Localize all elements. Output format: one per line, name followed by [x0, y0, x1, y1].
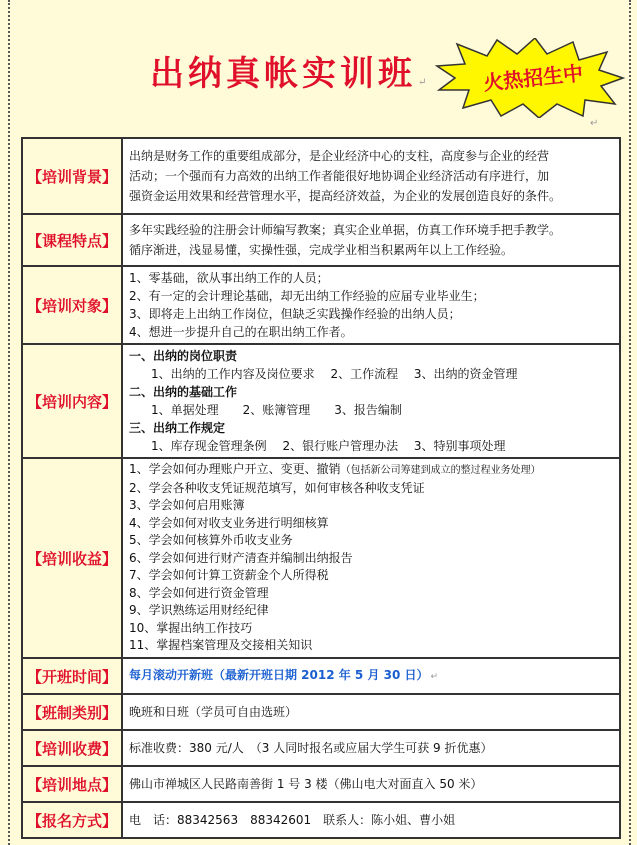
- label-fee: 【培训收费】: [22, 730, 122, 766]
- label-content: 【培训内容】: [22, 344, 122, 458]
- label-start-time: 【开班时间】: [22, 658, 122, 694]
- row-class-type: [22, 694, 620, 730]
- class-type-text: 晚班和日班（学员可自由选班）: [122, 694, 620, 730]
- audience-list: [122, 266, 620, 344]
- outline-heading: 三、出纳工作规定: [129, 421, 226, 435]
- paragraph-mark-icon: ↵: [430, 672, 439, 682]
- row-background: [22, 138, 620, 214]
- start-time-value: 每月滚动开新班（最新开班日期 2012 年 5 月 30 日）: [129, 668, 429, 682]
- row-content: [22, 344, 620, 458]
- features-line: 多年实践经验的注册会计师编写教案；真实企业单据，仿真工作环境手把手教学。: [129, 223, 562, 237]
- paragraph-mark-icon: ↵: [590, 118, 599, 129]
- features-line: 循序渐进，浅显易懂，实操性强，完成学业相当积累两年以上工作经验。: [129, 243, 514, 257]
- benefit-text: 1、学会如何办理账户开立、变更、撤销: [129, 462, 341, 477]
- row-benefits: [22, 458, 620, 658]
- list-item: 3、即将走上出纳工作岗位，但缺乏实践操作经验的出纳人员；: [129, 307, 461, 321]
- benefit-note: （包括新公司筹建到成立的整过程业务处理）: [340, 465, 541, 477]
- label-benefits: 【培训收益】: [22, 458, 122, 658]
- row-features: [22, 214, 620, 266]
- list-item: 2、学会各种收支凭证规范填写，如何审核各种收支凭证: [129, 480, 425, 495]
- list-item: 5、学会如何核算外币收支业务: [129, 533, 293, 548]
- outline-heading: 一、出纳的岗位职责: [129, 349, 238, 363]
- list-item: 4、想进一步提升自己的在职出纳工作者。: [129, 325, 353, 339]
- background-line: 活动；一个强而有力高效的出纳工作者能很好地协调企业经济活动有序进行，加: [129, 169, 550, 183]
- page-title: [150, 46, 426, 95]
- list-item: 6、学会如何进行财产清查并编制出纳报告: [129, 550, 353, 565]
- label-features: 【课程特点】: [22, 214, 122, 266]
- paragraph-mark-icon: ↵: [418, 77, 427, 88]
- list-item: [129, 461, 615, 480]
- row-register: [22, 802, 620, 838]
- list-item: 8、学会如何进行资金管理: [129, 585, 269, 600]
- list-item: 4、学会如何对收支业务进行明细核算: [129, 515, 329, 530]
- list-item: 9、学识熟练运用财经纪律: [129, 603, 269, 618]
- list-item: 2、有一定的会计理论基础，却无出纳工作经验的应届专业毕业生；: [129, 289, 485, 303]
- course-info-table: [21, 137, 621, 839]
- row-location: [22, 766, 620, 802]
- background-text: [122, 138, 620, 214]
- register-text: 电 话：88342563 88342601 联系人：陈小姐、曹小姐: [122, 802, 620, 838]
- content-outline: [122, 344, 620, 458]
- outline-items: 1、单据处理 2、账簿管理 3、报告编制: [151, 403, 402, 417]
- right-margin-guide: [629, 0, 631, 845]
- row-fee: [22, 730, 620, 766]
- outline-items: 1、出纳的工作内容及岗位要求 2、工作流程 3、出纳的资金管理: [151, 367, 518, 381]
- background-line: 强资金运用效果和经营管理水平，提高经济效益，为企业的发展创造良好的条件。: [129, 189, 562, 203]
- list-item: 7、学会如何计算工资薪金个人所得税: [129, 568, 329, 583]
- fee-text: 标准收费：380 元/人 （3 人同时报名或应届大学生可获 9 折优惠）: [122, 730, 620, 766]
- list-item: 11、掌握档案管理及交接相关知识: [129, 638, 313, 653]
- outline-heading: 二、出纳的基础工作: [129, 385, 238, 399]
- hot-enrollment-badge: [435, 38, 625, 118]
- list-item: 3、学会如何启用账簿: [129, 498, 245, 513]
- label-background: 【培训背景】: [22, 138, 122, 214]
- label-location: 【培训地点】: [22, 766, 122, 802]
- title-text: 出纳真帐实训班: [150, 54, 416, 94]
- left-margin-guide: [8, 0, 10, 845]
- background-line: 出纳是财务工作的重要组成部分，是企业经济中心的支柱，高度参与企业的经营: [129, 149, 550, 163]
- outline-items: 1、库存现金管理条例 2、银行账户管理办法 3、特别事项处理: [151, 439, 506, 453]
- badge-text: 火热招生中: [482, 60, 585, 96]
- list-item: 10、掌握出纳工作技巧: [129, 620, 253, 635]
- label-register: 【报名方式】: [22, 802, 122, 838]
- location-text: 佛山市禅城区人民路南善街 1 号 3 楼（佛山电大对面直入 50 米）: [122, 766, 620, 802]
- features-text: [122, 214, 620, 266]
- row-start-time: [22, 658, 620, 694]
- list-item: 1、零基础，欲从事出纳工作的人员；: [129, 271, 329, 285]
- label-class-type: 【班制类别】: [22, 694, 122, 730]
- start-time-text: [122, 658, 620, 694]
- row-audience: [22, 266, 620, 344]
- benefits-list: [122, 458, 620, 658]
- label-audience: 【培训对象】: [22, 266, 122, 344]
